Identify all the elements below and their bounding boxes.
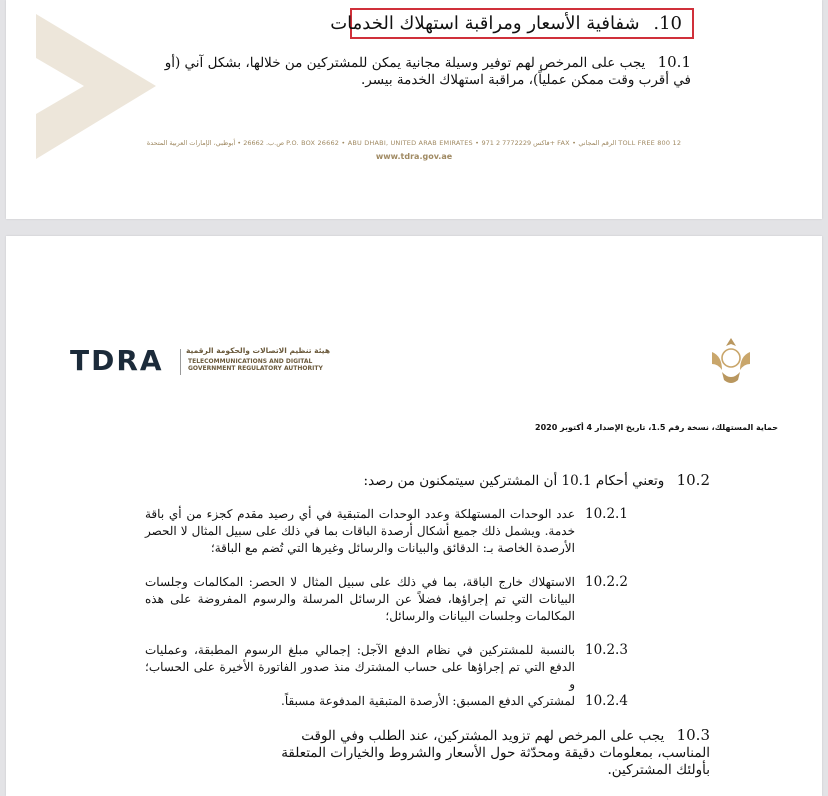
document-version-line: حماية المستهلك، نسخة رقم 1.5، تاريخ الإصدار 4 أكتوبر 2020	[535, 423, 778, 432]
logo-divider	[180, 349, 181, 375]
paragraph-10-2	[300, 472, 710, 490]
chevron-watermark	[36, 14, 156, 159]
paragraph-text: وتعني أحكام 10.1 أن المشتركين سيتمكنون من رصد:	[363, 473, 665, 489]
uae-emblem-icon	[708, 334, 754, 388]
paragraph-number: 10.3	[676, 726, 710, 744]
footer-contact-line: ص.ب. 26662 • أبوظبي، الإمارات العربية المتحدة P.O. BOX 26662 • ABU DHABI, UNITED ARAB EMIRATES • فاكس 7772229 2 971+ FAX • الرقم المجاني TOLL FREE 800 12	[146, 139, 682, 147]
list-item-text: عدد الوحدات المستهلكة وعدد الوحدات المتبقية في أي رصيد مقدم كجزء من أي باقة خدمة. ويشمل ذلك جميع أشكال أرصدة الباقات بما في ذلك على سبيل المثال لا الحصر الأرصدة الخاصة بـ: الدقائق والبيانات والرسائل وغيرها التي تُضم مع الباقة؛	[145, 507, 575, 555]
heading-text: شفافية الأسعار ومراقبة استهلاك الخدمات	[330, 13, 640, 34]
list-item-number: 10.2.3	[585, 642, 628, 658]
paragraph-number: 10.2	[676, 471, 710, 489]
paragraph-10-1	[156, 54, 691, 89]
paragraph-text: يجب على المرخص لهم توفير وسيلة مجانية يمكن للمشتركين من خلالها، بشكل آني (أو في أقرب وقت ممكن عملياً)، مراقبة استهلاك الخدمة بيسر.	[164, 55, 691, 88]
paragraph-10-3	[265, 727, 710, 779]
list-item-text: لمشتركي الدفع المسبق: الأرصدة المتبقية المدفوعة مسبقاً.	[281, 694, 575, 708]
tdra-logo	[70, 344, 331, 377]
section-heading-10	[330, 8, 694, 39]
logo-english-name: TELECOMMUNICATIONS AND DIGITAL GOVERNMENT REGULATORY AUTHORITY	[188, 358, 323, 372]
list-item-number: 10.2.4	[585, 693, 628, 709]
heading-number: 10.	[653, 13, 682, 34]
footer-website: www.tdra.gov.ae	[375, 152, 453, 161]
logo-wordmark: TDRA	[70, 344, 164, 377]
document-page-1	[6, 0, 822, 219]
list-item-number: 10.2.2	[585, 574, 628, 590]
paragraph-number: 10.1	[657, 53, 691, 71]
list-item-text: الاستهلاك خارج الباقة، بما في ذلك على سبيل المثال لا الحصر: المكالمات وجلسات البيانات التي تم إجراؤها، فضلاً عن الرسائل المرسلة والرسوم المفروضة على هذه المكالمات وجلسات البيانات والرسائل؛	[145, 575, 575, 623]
logo-arabic-name: هيئة تنظيم الاتصالات والحكومة الرقمية	[186, 346, 331, 355]
list-item-text: بالنسبة للمشتركين في نظام الدفع الآجل: إجمالي مبلغ الرسوم المطبقة، وعمليات الدفع التي تم إجراؤها على حساب المشترك منذ صدور الفاتورة الأخيرة على الحساب؛ و	[145, 643, 575, 691]
list-item-number: 10.2.1	[585, 506, 628, 522]
paragraph-text: يجب على المرخص لهم تزويد المشتركين، عند الطلب وفي الوقت المناسب، بمعلومات دقيقة ومحدّثة حول الأسعار والشروط والخيارات المتعلقة بأولئك المشتركين.	[281, 728, 710, 778]
